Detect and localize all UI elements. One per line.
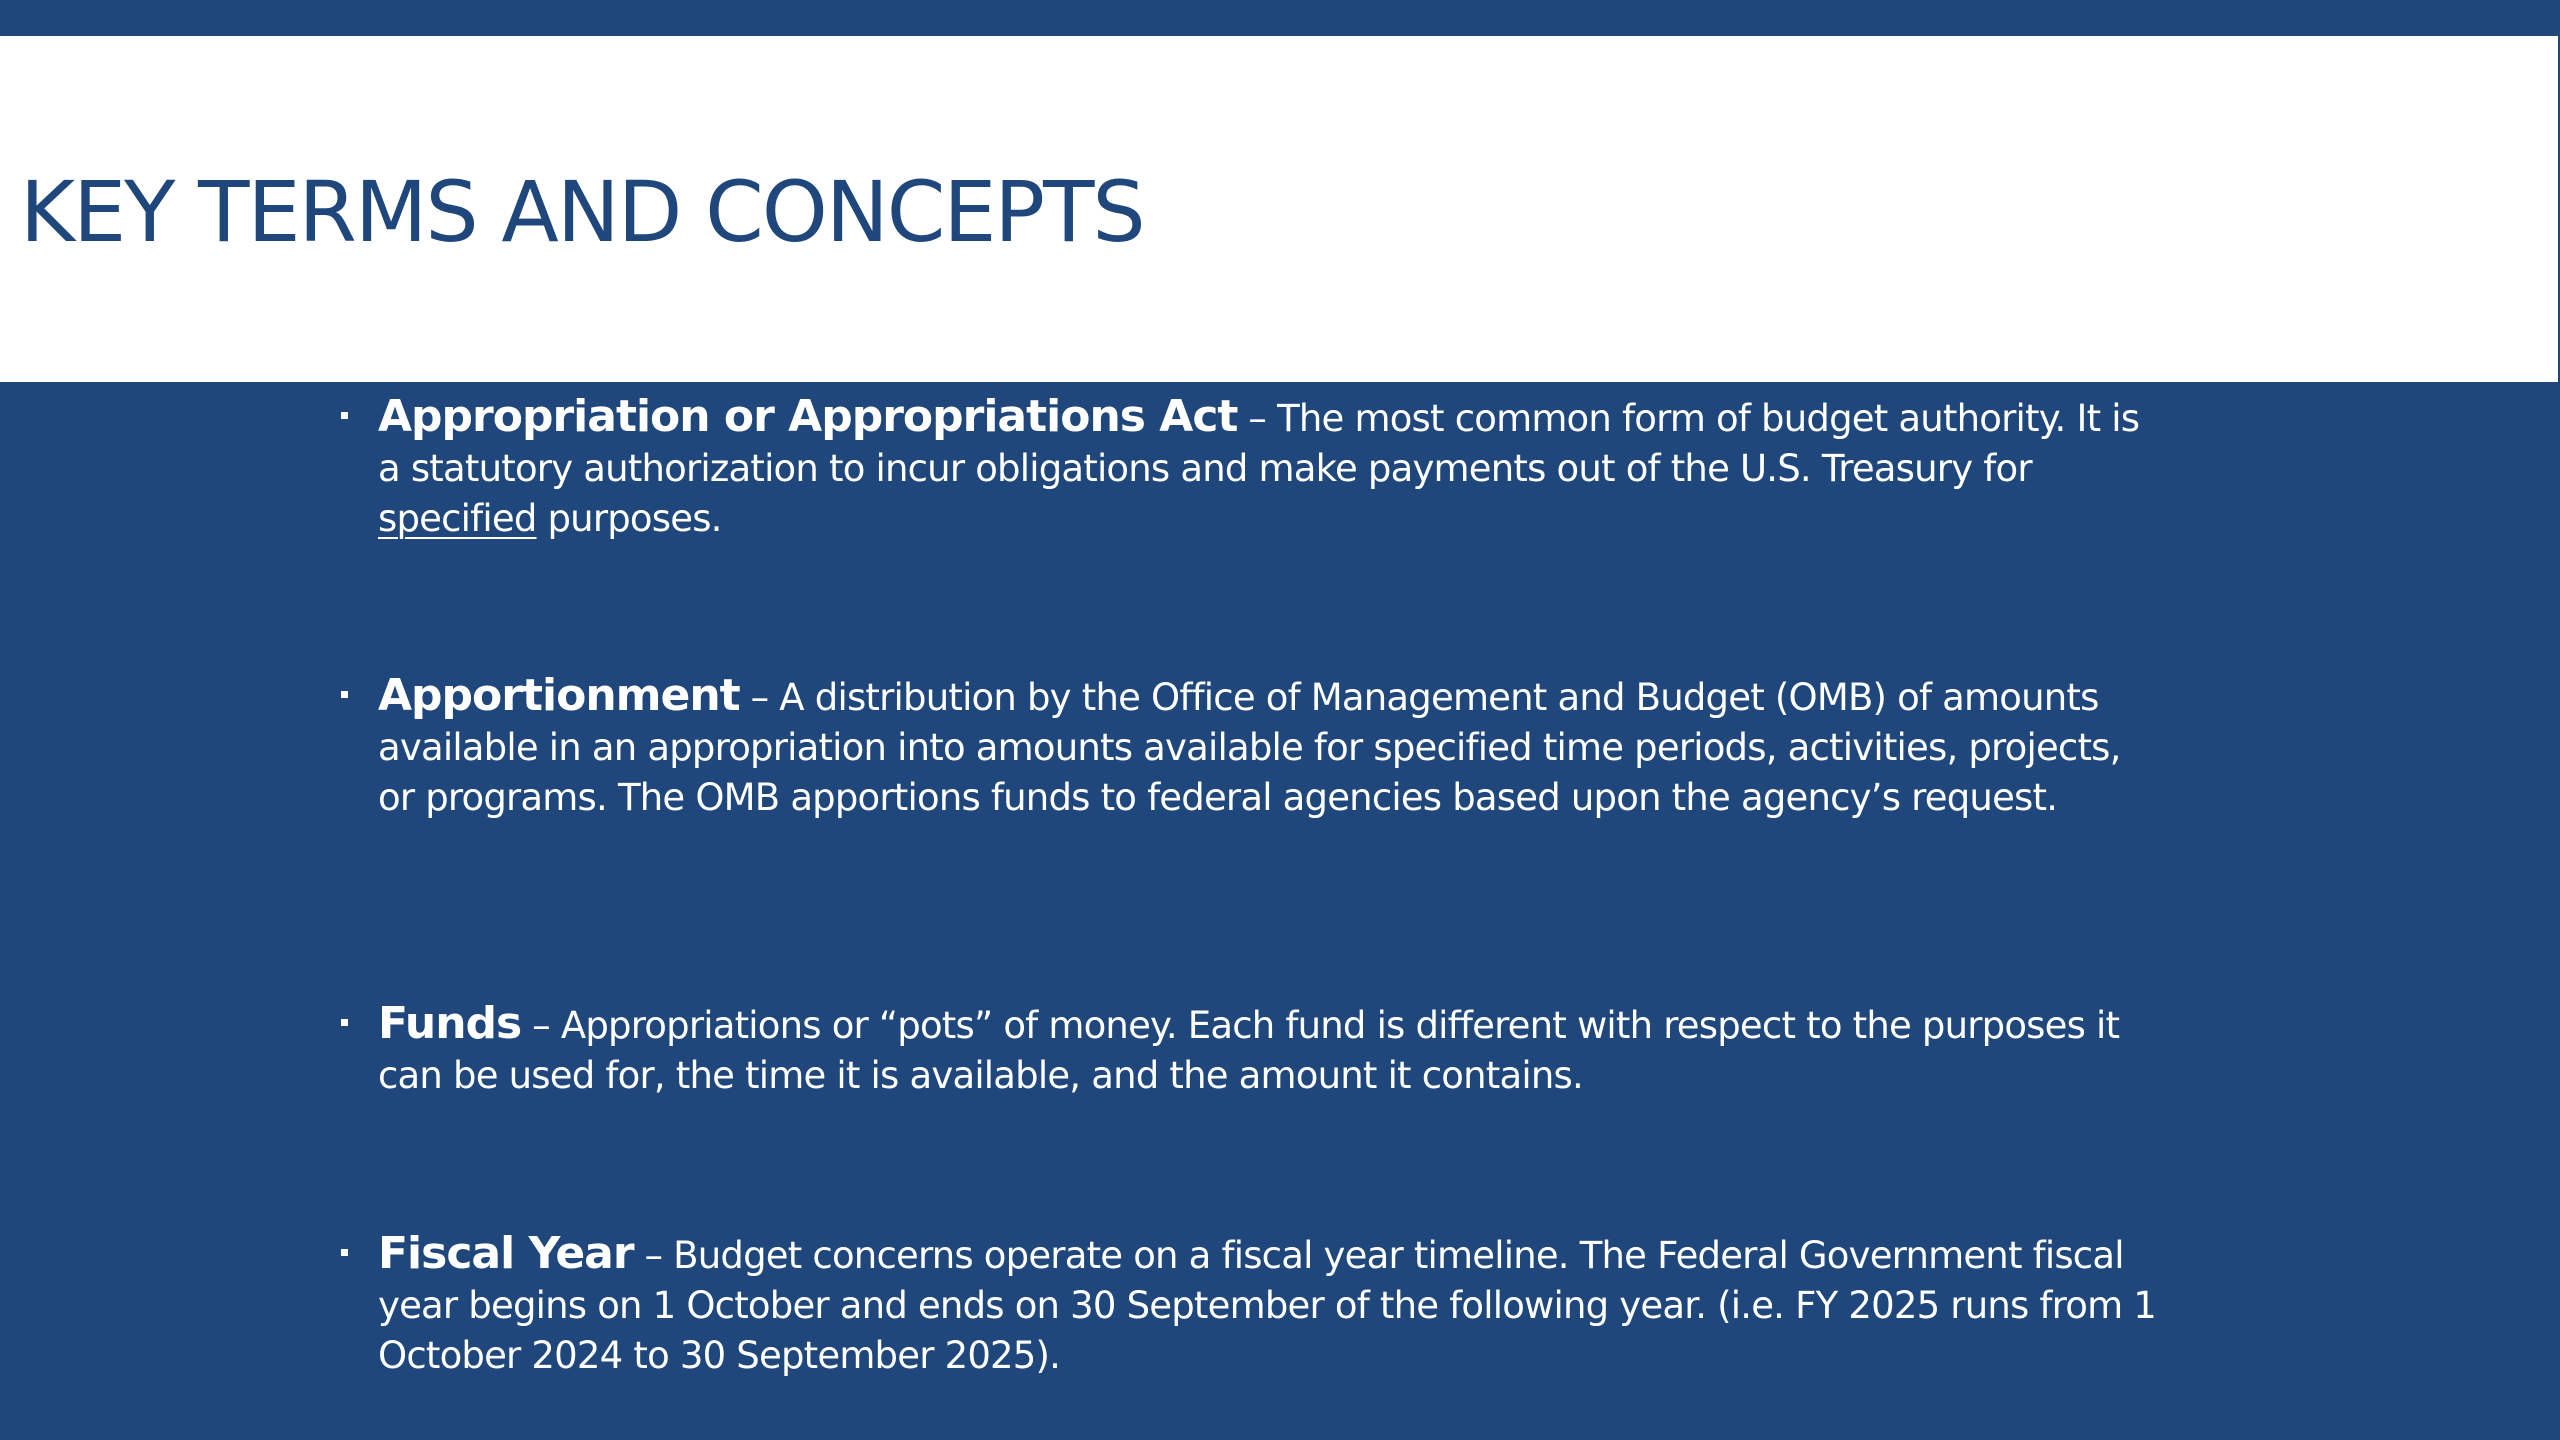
term-label: Apportionment: [378, 670, 740, 721]
term-label: Fiscal Year: [378, 1228, 634, 1279]
square-bullet-icon: [341, 691, 348, 698]
square-bullet-icon: [341, 1249, 348, 1256]
definition-text: – A distribution by the Office of Management and Budget (OMB) of amounts available in an appropriation into amounts available for specified time periods, activities, projects, or programs. The OMB apportions funds to federal agencies based upon the agency’s request.: [378, 676, 2121, 819]
square-bullet-icon: [341, 412, 348, 419]
term-label: Funds: [378, 998, 522, 1049]
bullet-item-appropriation: [340, 392, 2160, 544]
bullet-item-apportionment: [340, 671, 2160, 823]
square-bullet-icon: [341, 1019, 348, 1026]
definition-text: – Appropriations or “pots” of money. Each fund is different with respect to the purposes it can be used for, the time it is available, and the amount it contains.: [378, 1004, 2120, 1097]
definition-text-end: purposes.: [536, 497, 722, 540]
term-label: Appropriation or Appropriations Act: [378, 391, 1238, 442]
slide-title: KEY TERMS AND CONCEPTS: [20, 163, 1144, 261]
underlined-word: specified: [378, 497, 537, 540]
bullet-item-fiscal-year: [340, 1229, 2160, 1381]
bullet-item-funds: [340, 999, 2160, 1101]
definition-text: – The most common form of budget authority. It is a statutory authorization to incur obligations and make payments out of the U.S. Treasury for: [378, 397, 2140, 490]
definition-text: – Budget concerns operate on a fiscal year timeline. The Federal Government fiscal year begins on 1 October and ends on 30 September of the following year. (i.e. FY 2025 runs from 1 October 2024 to 30 September 2025).: [378, 1234, 2157, 1377]
top-accent-band: [0, 0, 2560, 36]
